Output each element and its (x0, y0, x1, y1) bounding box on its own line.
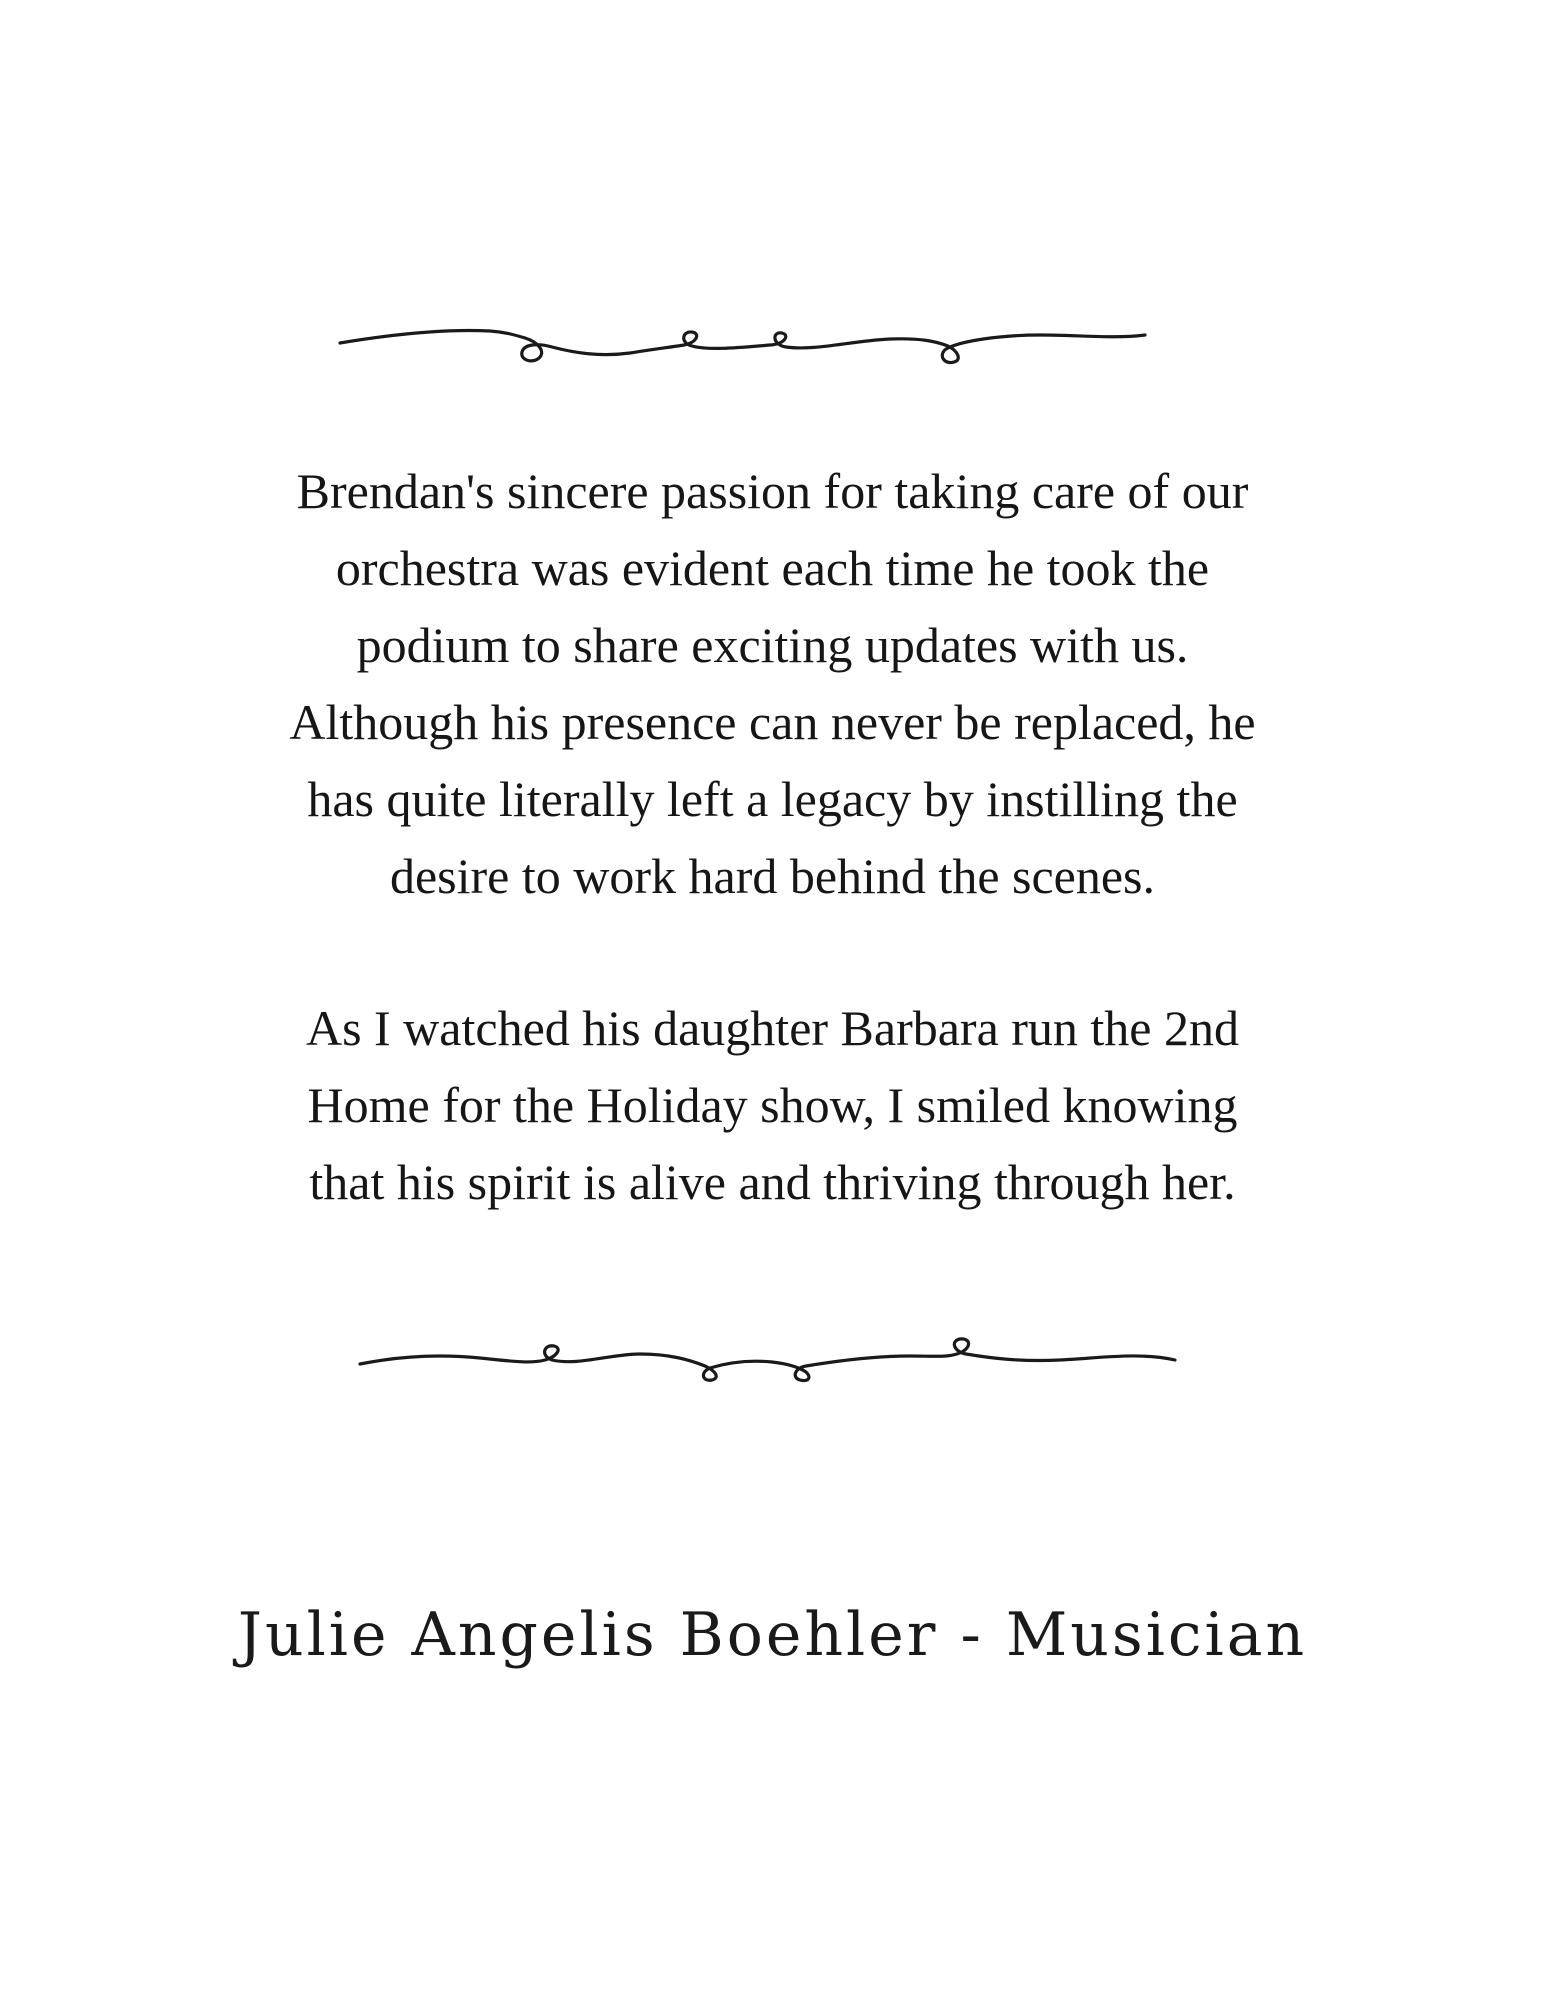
top-swirl-divider-icon (0, 305, 1545, 385)
bottom-swirl-divider-icon (0, 1320, 1545, 1400)
quote-line: podium to share exciting updates with us. (356, 617, 1189, 673)
quote-line: that his spirit is alive and thriving through her. (309, 1154, 1236, 1210)
signature: Julie Angelis Boehler - Musician (237, 1600, 1308, 1670)
quote-line: Home for the Holiday show, I smiled knowing (307, 1077, 1238, 1133)
quote-line: Brendan's sincere passion for taking care of our (296, 463, 1249, 519)
quote-line: desire to work hard behind the scenes. (389, 848, 1156, 904)
quote-line: orchestra was evident each time he took the (335, 540, 1210, 596)
quote-paragraph-2 (200, 990, 1345, 1221)
quote-paragraph-1 (200, 453, 1345, 915)
quote-line: Although his presence can never be replaced, he (289, 694, 1256, 750)
quote-line: has quite literally left a legacy by instilling the (307, 771, 1238, 827)
quote-line: As I watched his daughter Barbara run the 2nd (305, 1000, 1240, 1056)
